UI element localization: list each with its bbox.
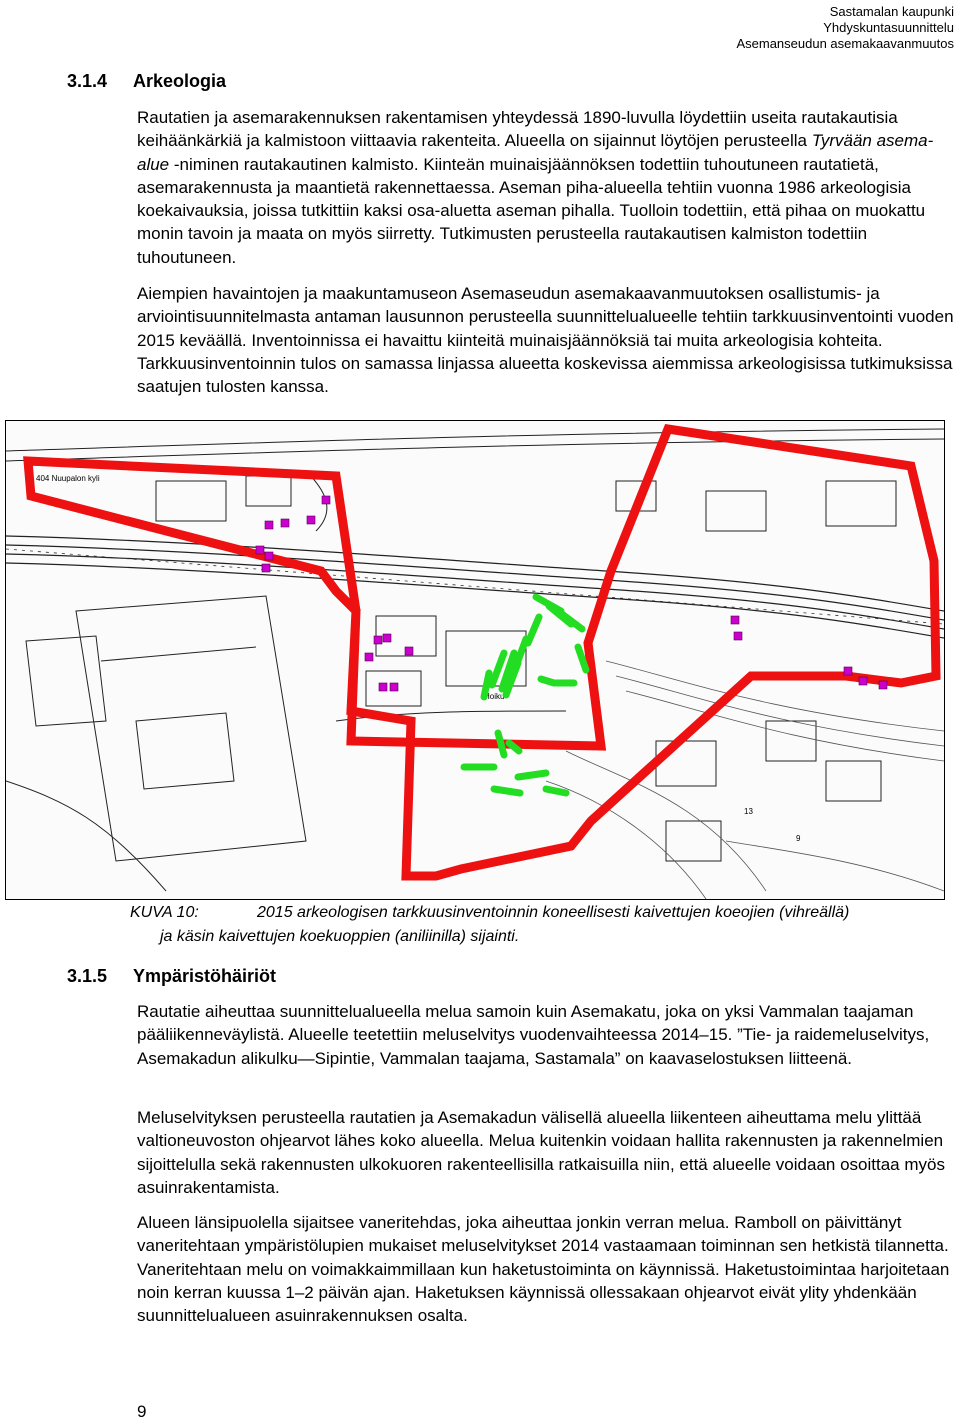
header-project: Asemanseudun asemakaavanmuutos: [736, 36, 954, 51]
paragraph-noise-3: Alueen länsipuolella sijaitsee vaneritehdas, joka aiheuttaa jonkin verran melua. Ramboll on päivittänyt vaneritehtaan ympäristölupien mukaiset meluselvitykset 2014 vastaamaan toiminnan sen hetkistä tilannetta. Vaneritehtaan melu on voimakkaimmillaan kun haketustoiminta on käynnissä. Haketustoimintaa harjoitetaan noin kerran kuussa 1–2 päivän ajan. Haketuksen käynnissä ollessakaan ohjearvot eivät ylity yhdenkään suunnittelualueen asuinrakennuksen osalta.: [137, 1213, 950, 1326]
section-number: 3.1.4: [67, 71, 108, 91]
survey-map-drawing: [6, 421, 944, 899]
map-label-13: 13: [744, 807, 753, 816]
map-label-road: 404 Nuupalon kyli: [36, 474, 100, 483]
plan-area-boundary: [28, 429, 936, 876]
paragraph-noise-1: Rautatie aiheuttaa suunnittelualueella melua samoin kuin Asemakatu, joka on yksi Vammalan taajaman pääliikenneväylistä. Alueelle teetettiin meluselvitys vuodenvaihteessa 2014–15. ”Tie- ja raidemeluselvitys, Asemakadun alikulku—Sipintie, Vammalan taajama, Sastamala” on kaavaselostuksen liitteenä.: [137, 1002, 930, 1068]
paragraph-noise-2: Meluselvityksen perusteella rautatien ja Asemakadun välisellä alueella liikenteen aiheuttama melu ylittää valtioneuvoston ohjearvot lähes koko alueella. Melua kuitenkin voidaan hallita rakennusten ja rakennelmien sijoittelulla sekä rakennusten ulkokuoren rakenteellisilla ratkaisuilla niin, että alueelle voidaan osoittaa myös asuinrakentamista.: [137, 1108, 945, 1197]
paragraph-text: -niminen rautakautinen kalmisto. Kiinteän muinaisjäännöksen todettiin tuhoutuneen rautatietä, asemarakennusta ja maantietä rakennettaessa. Aseman piha-alueella tehtiin vuonna 1986 arkeologisia koekaivauksia, joissa tutkittiin kaksi osa-aluetta aseman pihalla. Tuolloin todettiin, että pihaa on muokattu monin tavoin ja maata on myös siirretty. Tutkimusten perusteella rautakautisen kalmiston todettiin tuhoutuneen.: [137, 154, 926, 267]
header-department: Yhdyskuntasuunnittelu: [823, 20, 954, 35]
caption-line-1: 2015 arkeologisen tarkkuusinventoinnin koneellisesti kaivettujen koeojien (vihreällä): [257, 904, 850, 921]
page-header: [736, 4, 954, 52]
section-heading-arkeologia: [67, 71, 226, 92]
test-trenches: [464, 597, 586, 793]
header-organization: Sastamalan kaupunki: [829, 4, 954, 19]
figure-caption: [130, 901, 950, 949]
paragraph-text: Rautatien ja asemarakennuksen rakentamisen yhteydessä 1890-luvulla löydettiin useita rautakautisia keihäänkärkiä ja kalmistoon viittaavia rakenteita. Alueella on sijainnut löytöjen perusteella: [137, 108, 898, 151]
caption-line-2: ja käsin kaivettujen koekuoppien (aniliinilla) sijainti.: [160, 928, 520, 945]
section-heading-ymparistohairiot: [67, 966, 276, 987]
map-label-9: 9: [796, 834, 801, 843]
section-title: Ympäristöhäiriöt: [133, 966, 277, 986]
survey-map: [5, 420, 945, 900]
site-name-emphasis: Tyrvään asema-alue: [137, 131, 934, 174]
section-title: Arkeologia: [133, 71, 227, 91]
section-number: 3.1.5: [67, 966, 108, 986]
page-number: 9: [137, 1402, 147, 1421]
paragraph-archaeology-2: Aiempien havaintojen ja maakuntamuseon Asemaseudun asemakaavanmuutoksen osallistumis- ja arviointisuunnitelmasta antaman lausunnon perusteella suunnittelualueelle tehtiin tarkkuusinventointi vuoden 2015 keväällä. Inventoinnissa ei havaittu kiinteitä muinaisjäännöksiä tai muita arkeologisia kohteita. Tarkkuusinventoinnin tulos on samassa linjassa alueetta koskevissa aiemmissa arkeologisissa tutkimuksissa saatujen tulosten kanssa.: [137, 284, 954, 397]
figure-label: KUVA 10:: [130, 904, 199, 921]
paragraph-archaeology-1: [137, 106, 955, 269]
map-label-hoiku: Hoiku: [484, 692, 505, 701]
